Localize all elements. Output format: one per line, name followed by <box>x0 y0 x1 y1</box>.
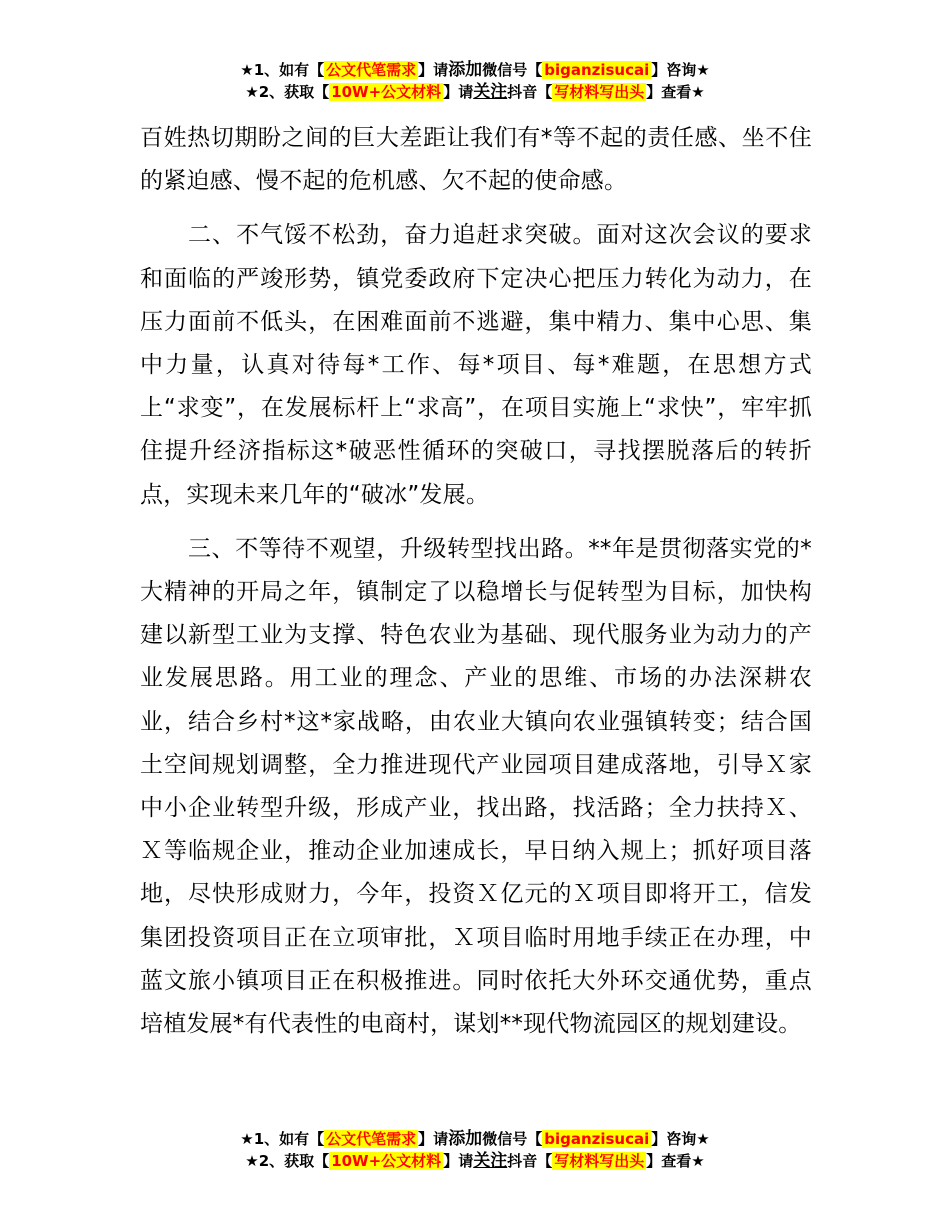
ad-highlight-wechat-id: biganzisucai <box>544 61 650 79</box>
ad-highlight-douyin-id: 写材料写出头 <box>554 1152 645 1170</box>
ad-line-1 <box>0 1128 950 1150</box>
paragraph-continuation: 百姓热切期盼之间的巨大差距让我们有*等不起的责任感、坐不住的紧迫感、慢不起的危机感、欠不起的使命感。 <box>140 125 812 195</box>
ad-text: ★1、如有【 <box>240 1130 325 1148</box>
ad-text: ★2、获取【 <box>245 83 330 101</box>
ad-text: 】请 <box>443 1152 474 1170</box>
ad-text: 】请 <box>418 61 449 79</box>
document-body <box>140 117 812 1046</box>
ad-emphasis: 添加 <box>448 60 483 80</box>
header-ad-notice <box>0 59 950 103</box>
ad-text: ★2、获取【 <box>245 1152 330 1170</box>
ad-text: ★1、如有【 <box>240 61 325 79</box>
ad-highlight-wechat-id: biganzisucai <box>544 1130 650 1148</box>
ad-emphasis: 添加 <box>448 1129 483 1149</box>
ad-line-2 <box>0 81 950 103</box>
ad-text: 】咨询★ <box>651 61 710 79</box>
ad-text: 微信号【 <box>482 61 543 79</box>
ad-text: 】咨询★ <box>651 1130 710 1148</box>
ad-emphasis: 关注 <box>473 1151 508 1171</box>
footer-ad-notice <box>0 1128 950 1172</box>
ad-highlight-service: 公文代笔需求 <box>326 1130 417 1148</box>
ad-text: 】查看★ <box>646 83 705 101</box>
ad-text: 】请 <box>443 83 474 101</box>
ad-text: 】请 <box>418 1130 449 1148</box>
ad-line-2 <box>0 1150 950 1172</box>
ad-highlight-douyin-id: 写材料写出头 <box>554 83 645 101</box>
ad-line-1 <box>0 59 950 81</box>
ad-emphasis: 关注 <box>473 82 508 102</box>
ad-highlight-materials: 10W+公文材料 <box>331 83 442 101</box>
ad-text: 微信号【 <box>482 1130 543 1148</box>
ad-highlight-service: 公文代笔需求 <box>326 61 417 79</box>
ad-text: 抖音【 <box>507 83 553 101</box>
ad-text: 抖音【 <box>507 1152 553 1170</box>
ad-highlight-materials: 10W+公文材料 <box>331 1152 442 1170</box>
paragraph-section-three: 三、不等待不观望，升级转型找出路。**年是贯彻落实党的*大精神的开局之年，镇制定了以稳增长与促转型为目标，加快构建以新型工业为支撑、特色农业为基础、现代服务业为动力的产业发展思路。用工业的理念、产业的思维、市场的办法深耕农业，结合乡村*这*家战略，由农业大镇向农业强镇转变；结合国土空间规划调整，全力推进现代产业园项目建成落地，引导Ｘ家中小企业转型升级，形成产业，找出路，找活路；全力扶持Ｘ、Ｘ等临规企业，推动企业加速成长，早日纳入规上；抓好项目落地，尽快形成财力，今年，投资Ｘ亿元的Ｘ项目即将开工，信发集团投资项目正在立项审批，Ｘ项目临时用地手续正在办理，中蓝文旅小镇项目正在积极推进。同时依托大外环交通优势，重点培植发展*有代表性的电商村，谋划**现代物流园区的规划建设。 <box>140 535 812 1038</box>
paragraph-section-two: 二、不气馁不松劲，奋力追赶求突破。面对这次会议的要求和面临的严竣形势，镇党委政府下定决心把压力转化为动力，在压力面前不低头，在困难面前不逃避，集中精力、集中心思、集中力量，认真对待每*工作、每*项目、每*难题，在思想方式上“求变”，在发展标杆上“求高”，在项目实施上“求快”，牢牢抓住提升经济指标这*破恶性循环的突破口，寻找摆脱落后的转折点，实现未来几年的“破冰”发展。 <box>140 222 812 508</box>
ad-text: 】查看★ <box>646 1152 705 1170</box>
